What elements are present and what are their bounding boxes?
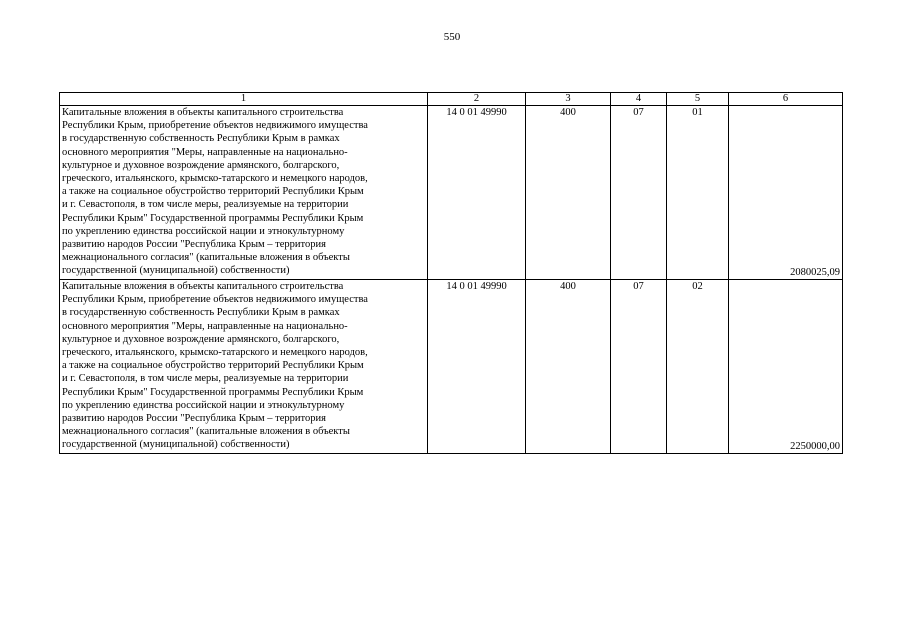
description-line: культурное и духовное возрождение армянского, болгарского, — [62, 333, 340, 345]
column-header: 3 — [526, 93, 611, 106]
description-line: греческого, итальянского, крымско-татарского и немецкого народов, — [62, 173, 368, 185]
description-line: в государственную собственность Республики Крым в рамках — [62, 133, 340, 145]
column-header: 5 — [667, 93, 729, 106]
target-article-cell: 14 0 01 49990 — [428, 280, 526, 454]
description-line: культурное и духовное возрождение армянского, болгарского, — [62, 159, 340, 171]
expense-type-cell: 400 — [526, 280, 611, 454]
description-line: а также на социальное обустройство территорий Республики Крым — [62, 360, 364, 372]
column-header: 6 — [729, 93, 843, 106]
target-article-cell: 14 0 01 49990 — [428, 106, 526, 280]
subsection-cell: 01 — [667, 106, 729, 280]
table-header-row — [60, 93, 843, 106]
description-line: основного мероприятия "Меры, направленные на национально- — [62, 320, 348, 332]
description-line: развитию народов России "Республика Крым – территория — [62, 413, 326, 425]
description-line: Республики Крым" Государственной программы Республики Крым — [62, 386, 364, 398]
description-line: и г. Севастополя, в том числе меры, реализуемые на территории — [62, 373, 349, 385]
table-row — [60, 280, 843, 454]
page-number: 550 — [443, 31, 461, 43]
budget-table — [59, 92, 843, 454]
column-header: 1 — [60, 93, 428, 106]
description-line: Республики Крым, приобретение объектов недвижимого имущества — [62, 294, 368, 306]
description-line: межнационального согласия" (капитальные вложения в объекты — [62, 252, 350, 264]
column-header: 2 — [428, 93, 526, 106]
description-line: а также на социальное обустройство территорий Республики Крым — [62, 186, 364, 198]
description-line: по укреплению единства российской нации и этнокультурному — [62, 399, 345, 411]
description-cell — [60, 106, 428, 280]
description-cell — [60, 280, 428, 454]
description-line: по укреплению единства российской нации и этнокультурному — [62, 225, 345, 237]
description-line: Капитальные вложения в объекты капитального строительства — [62, 281, 344, 292]
description-line: Республики Крым" Государственной программы Республики Крым — [62, 212, 364, 224]
description-line: межнационального согласия" (капитальные вложения в объекты — [62, 426, 350, 438]
description-line: Капитальные вложения в объекты капитального строительства — [62, 107, 344, 118]
description-line: развитию народов России "Республика Крым – территория — [62, 239, 326, 251]
description-line: государственной (муниципальной) собственности) — [62, 439, 290, 451]
description-line: государственной (муниципальной) собственности) — [62, 265, 290, 277]
table-row — [60, 106, 843, 280]
subsection-cell: 02 — [667, 280, 729, 454]
section-cell: 07 — [611, 106, 667, 280]
amount-cell: 2080025,09 — [729, 106, 843, 280]
description-line: греческого, итальянского, крымско-татарского и немецкого народов, — [62, 347, 368, 359]
description-line: в государственную собственность Республики Крым в рамках — [62, 307, 340, 319]
description-line: основного мероприятия "Меры, направленные на национально- — [62, 146, 348, 158]
expense-type-cell: 400 — [526, 106, 611, 280]
description-line: Республики Крым, приобретение объектов недвижимого имущества — [62, 120, 368, 132]
description-line: и г. Севастополя, в том числе меры, реализуемые на территории — [62, 199, 349, 211]
amount-cell: 2250000,00 — [729, 280, 843, 454]
column-header: 4 — [611, 93, 667, 106]
section-cell: 07 — [611, 280, 667, 454]
